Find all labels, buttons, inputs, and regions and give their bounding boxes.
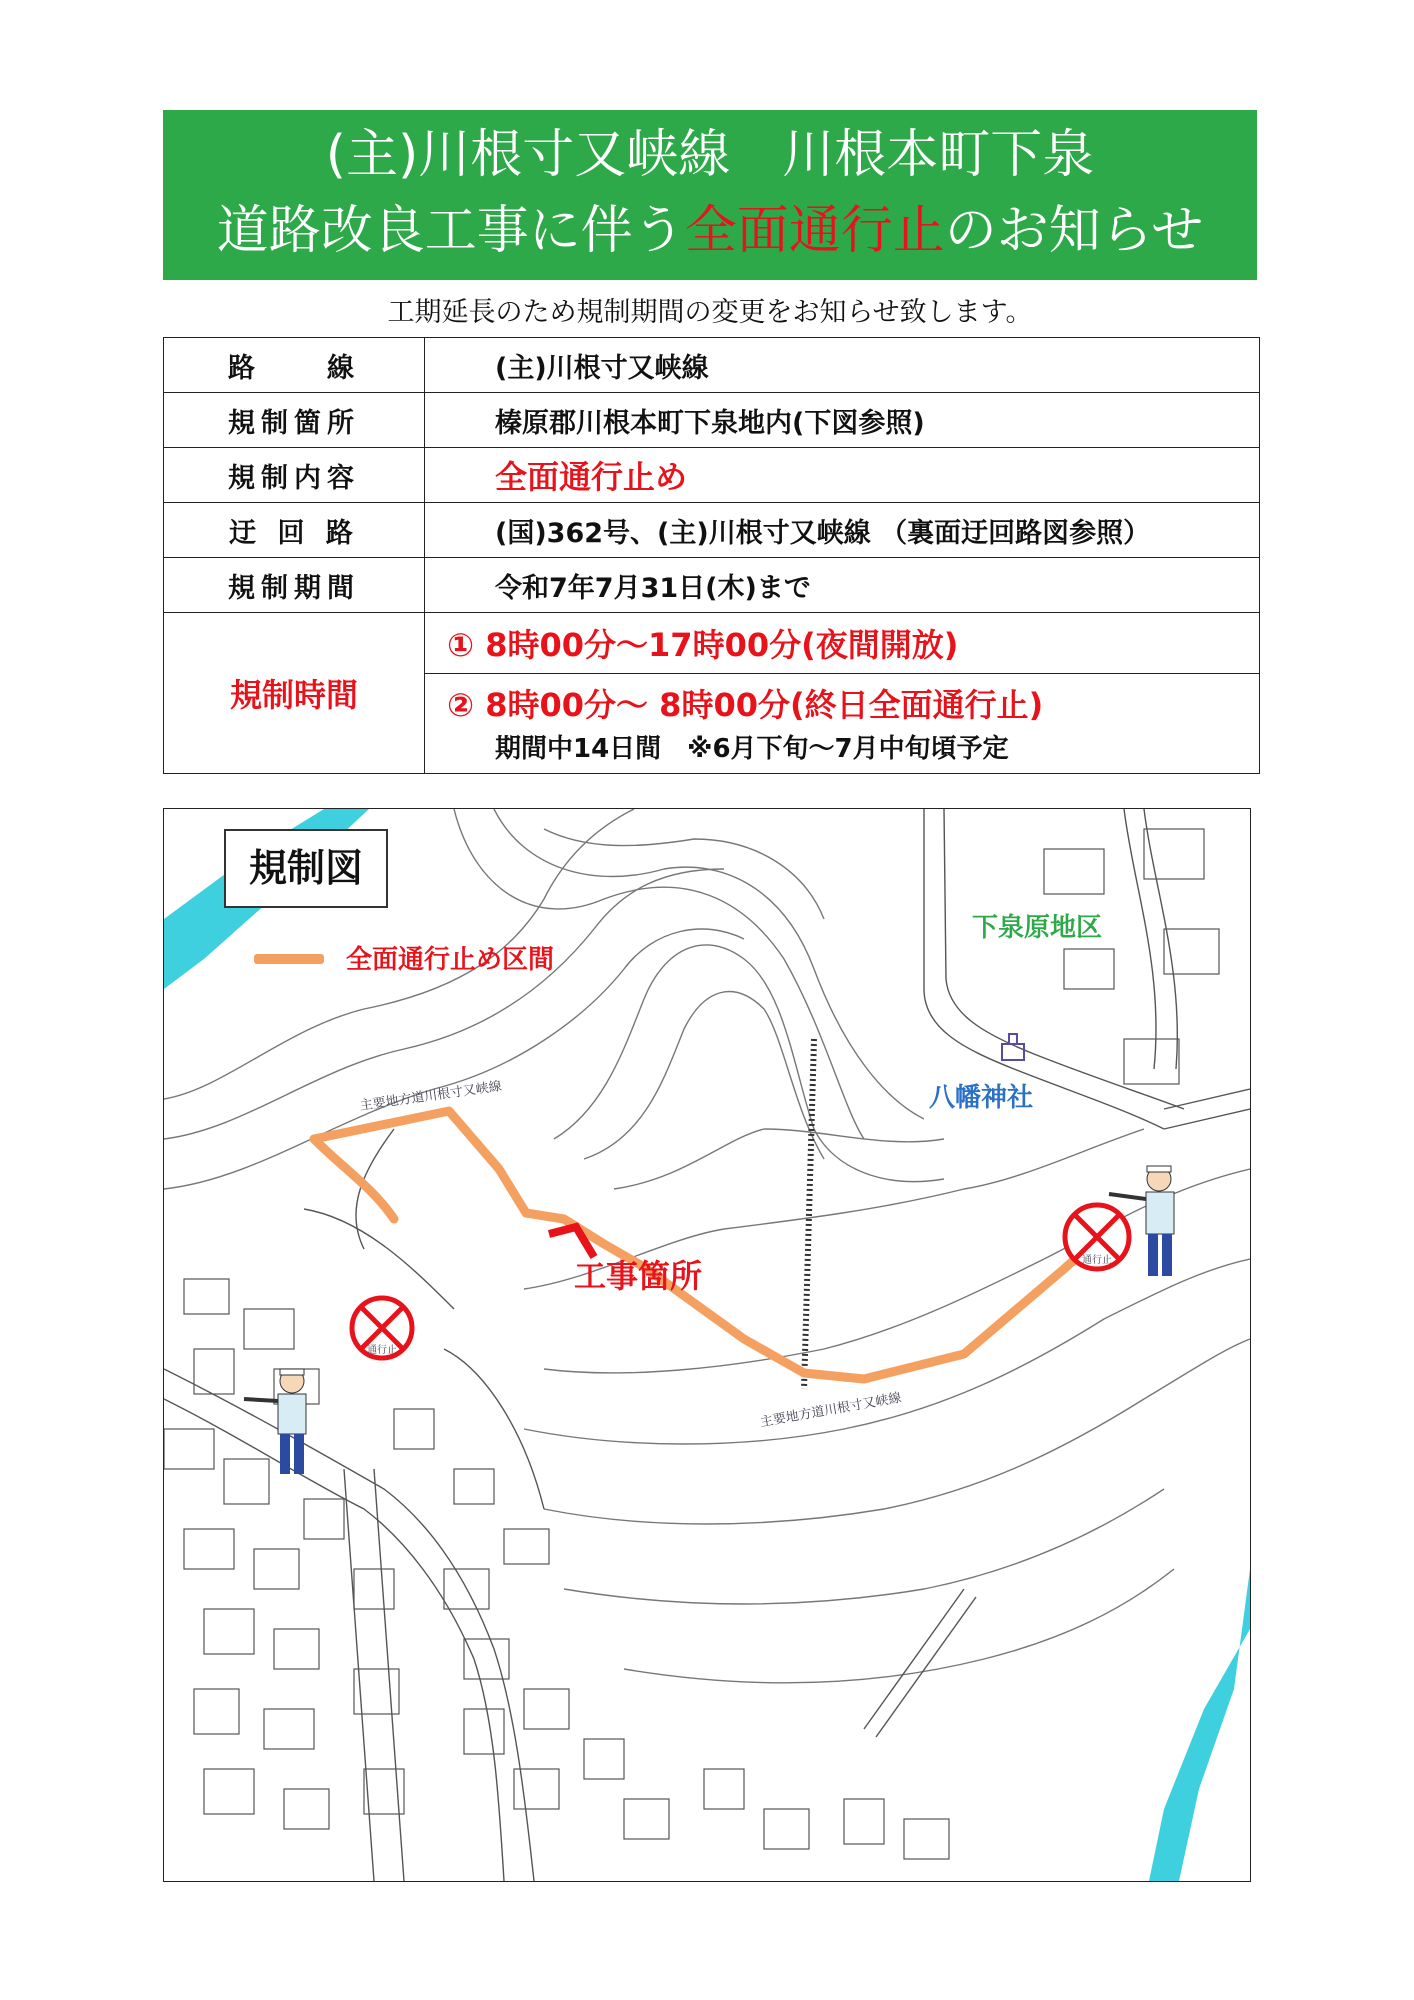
- row-label-detour: 迂 回 路: [164, 503, 425, 558]
- time-slot-2: ② 8時00分～ 8時00分(終日全面通行止) 期間中14日間 ※6月下旬～7月中旬頃予定: [425, 674, 1260, 774]
- railway: [804, 1039, 814, 1389]
- table-row: [164, 558, 1260, 613]
- district-label: 下泉原地区: [972, 913, 1103, 943]
- sign-label-left: 通行止: [367, 1345, 397, 1356]
- info-table: [163, 337, 1260, 774]
- row-value-content: 全面通行止め: [425, 448, 1260, 503]
- table-row: [164, 448, 1260, 503]
- title-line-1: (主)川根寸又峡線 川根本町下泉: [325, 125, 1095, 185]
- row-value-location: 榛原郡川根本町下泉地内(下図参照): [425, 393, 1260, 448]
- flagger-left-icon: [244, 1369, 306, 1474]
- row-label-location: 規制箇所: [164, 393, 425, 448]
- table-row: [164, 503, 1260, 558]
- closure-route-left: [314, 1139, 394, 1219]
- table-row: [164, 393, 1260, 448]
- row-label-period: 規制期間: [164, 558, 425, 613]
- sign-label-right: 通行止: [1082, 1255, 1112, 1266]
- road-lines: [164, 809, 1250, 1881]
- table-row: [164, 613, 1260, 674]
- river-right: [1149, 1569, 1250, 1881]
- road-label-upper: 主要地方道川根寸又峡線: [358, 1079, 503, 1114]
- row-label-time: 規制時間: [164, 613, 425, 774]
- legend-closure-label: 全面通行止め区間: [346, 945, 555, 975]
- building-blocks: [164, 829, 1219, 1859]
- time-slot-1: ① 8時00分～17時00分(夜間開放): [425, 613, 1260, 674]
- regulation-map: [163, 808, 1251, 1882]
- map-title: 規制図: [224, 829, 388, 908]
- subtitle: 工期延長のため規制期間の変更をお知らせ致します。: [387, 297, 1033, 328]
- row-label-route: 路 線: [164, 338, 425, 393]
- time-slot-2-note: 期間中14日間 ※6月下旬～7月中旬頃予定: [495, 734, 1009, 764]
- row-label-content: 規制内容: [164, 448, 425, 503]
- map-drawing: [164, 809, 1250, 1881]
- table-row: [164, 338, 1260, 393]
- shrine-icon: [1002, 1034, 1024, 1060]
- title-banner: [163, 110, 1257, 280]
- road-label-lower: 主要地方道川根寸又峡線: [759, 1390, 903, 1431]
- closure-route: [314, 1111, 1104, 1379]
- row-value-route: (主)川根寸又峡線: [425, 338, 1260, 393]
- row-value-detour: (国)362号、(主)川根寸又峡線 （裏面迂回路図参照）: [425, 503, 1260, 558]
- title-line-2: 道路改良工事に伴う全面通行止のお知らせ: [216, 201, 1204, 261]
- legend-closure-swatch: [254, 954, 324, 964]
- row-value-period: 令和7年7月31日(木)まで: [425, 558, 1260, 613]
- shrine-label: 八幡神社: [929, 1083, 1034, 1113]
- work-site-label: 工事箇所: [574, 1257, 703, 1295]
- closure-highlight: 全面通行止: [684, 201, 945, 261]
